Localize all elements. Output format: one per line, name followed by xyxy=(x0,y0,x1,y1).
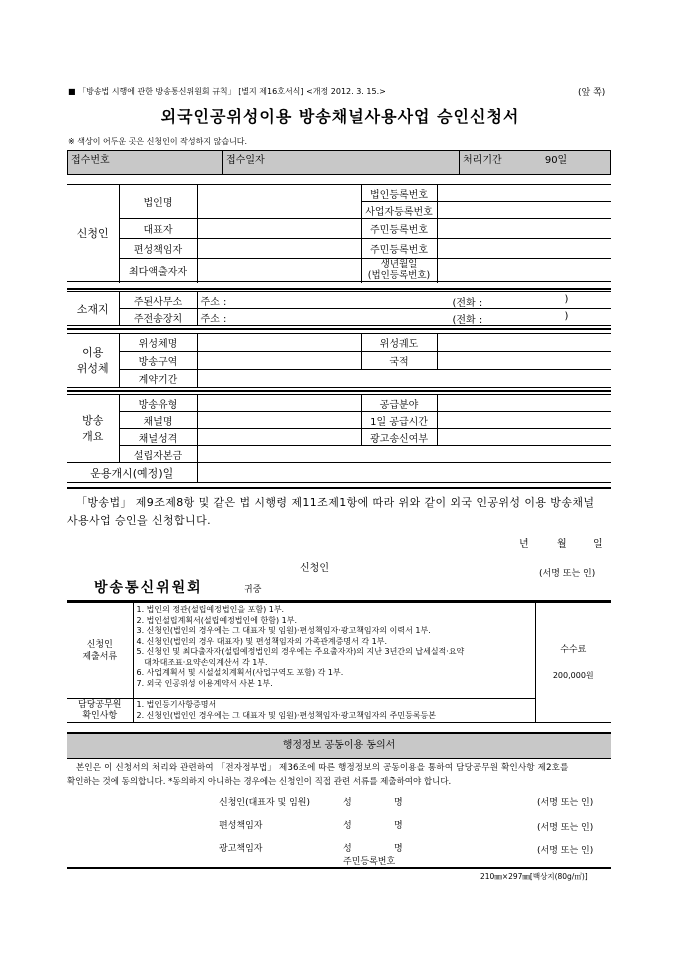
birth-field[interactable] xyxy=(437,259,611,282)
transmitter-phone-label: (전화 : xyxy=(452,315,483,326)
start-date-label: 운용개시(예정)일 xyxy=(90,466,174,480)
processing-period-label: 처리기간 xyxy=(463,155,502,166)
type-field[interactable] xyxy=(197,395,361,412)
consent-resident-no: 주민등록번호 xyxy=(343,857,396,867)
editor-resident-no-field[interactable] xyxy=(437,239,611,259)
submit-docs-list xyxy=(133,603,535,699)
form-reference: ■ 「방송법 시행에 관한 방송통신위원회 규칙」 [별지 제16호서식] <개정 2012. 3. 15.> xyxy=(68,87,386,96)
representative-label: 대표자 xyxy=(143,225,173,236)
section-divider xyxy=(67,328,611,330)
editor-label: 편성책임자 xyxy=(133,245,183,256)
section-divider xyxy=(67,390,611,392)
satellite-section xyxy=(67,334,119,388)
consent-surname: 성 xyxy=(343,821,352,831)
doc-item: 7. 외국 인공위성 이용계약서 사본 1부. xyxy=(136,678,273,688)
transmitter-label-cell xyxy=(119,309,197,326)
shade-note: ※ 색상이 어두운 곳은 신청인이 작성하지 않습니다. xyxy=(68,137,248,146)
doc-item: 4. 신청인(법인의 경우 대표자) 및 편성책임자의 가족관계증명서 각 1부. xyxy=(136,636,388,646)
application-table xyxy=(67,184,611,282)
start-date-field[interactable] xyxy=(197,463,611,483)
character-label: 채널성격 xyxy=(138,433,178,445)
transmitter-phone-close: ) xyxy=(564,311,569,322)
biz-reg-no-field[interactable] xyxy=(437,202,611,219)
channel-name-field[interactable] xyxy=(197,412,361,429)
consent-role: 광고책임자 xyxy=(219,844,263,854)
ad-included-field[interactable] xyxy=(437,429,611,446)
office-address-field[interactable] xyxy=(197,292,611,309)
satellite-section-label-1: 이용 xyxy=(82,345,104,359)
transmitter-address-field[interactable] xyxy=(197,309,611,326)
transmitter-address-label: 주소 : xyxy=(200,313,227,325)
receipt-number-label: 접수번호 xyxy=(71,155,110,166)
character-label-cell xyxy=(119,429,197,446)
resident-no-label: 주민등록번호 xyxy=(370,225,428,236)
editor-resident-no-label-cell xyxy=(361,239,437,259)
receipt-date-cell xyxy=(223,151,460,175)
birth-label: 생년월일 xyxy=(380,259,418,270)
type-label: 방송유형 xyxy=(138,399,178,411)
paper-spec: 210㎜×297㎜[백상지(80g/㎡)] xyxy=(480,872,588,881)
commission-name: 방송통신위원회 xyxy=(94,580,203,596)
location-section-label: 소재지 xyxy=(76,302,109,316)
type-label-cell xyxy=(119,395,197,412)
applicant-sign-note[interactable]: (서명 또는 인) xyxy=(539,569,596,579)
officer-item: 2. 신청인(법인인 경우에는 그 대표자 및 임원)·편성책임자·광고책임자의 주민등록등본 xyxy=(136,710,437,720)
nationality-label: 국적 xyxy=(389,357,409,368)
biz-reg-no-label-cell xyxy=(361,202,437,219)
start-date-label-cell xyxy=(67,463,197,483)
biz-reg-no-label: 사업자등록번호 xyxy=(365,206,433,218)
broadcast-section-label-2: 개요 xyxy=(82,429,104,443)
receipt-number-cell xyxy=(68,151,223,175)
receipt-date-label: 접수일자 xyxy=(226,155,265,166)
area-label: 방송구역 xyxy=(138,357,178,368)
officer-check-label-1: 담당공무원 xyxy=(78,699,122,710)
broadcast-section xyxy=(67,395,119,463)
section-divider xyxy=(67,288,611,290)
orbit-label-cell xyxy=(361,334,437,352)
birth-corp-label: (법인등록번호) xyxy=(367,270,431,281)
doc-item: 대차대조표·요약손익계산서 각 1부. xyxy=(136,657,268,667)
editor-field[interactable] xyxy=(197,239,361,259)
consent-role: 편성책임자 xyxy=(219,821,263,831)
applicant-section-label: 신청인 xyxy=(76,227,109,240)
ad-included-label: 광고송신여부 xyxy=(370,433,428,445)
processing-period-value: 90일 xyxy=(544,155,568,166)
editor-resident-no-label: 주민등록번호 xyxy=(370,245,428,256)
declaration-line-2: 사용사업 승인을 신청합니다. xyxy=(67,514,212,527)
broadcast-section-label-1: 방송 xyxy=(82,413,104,427)
page-side: (앞 쪽) xyxy=(578,88,606,98)
major-investor-field[interactable] xyxy=(197,259,361,282)
orbit-field[interactable] xyxy=(437,334,611,352)
office-label: 주된사무소 xyxy=(133,296,183,308)
submit-docs-label-1: 신청인 xyxy=(86,639,113,650)
nationality-label-cell xyxy=(361,352,437,370)
bottom-rule xyxy=(67,867,611,869)
supply-field-label-cell xyxy=(361,395,437,412)
officer-check-list xyxy=(133,699,535,723)
resident-no-field[interactable] xyxy=(437,219,611,239)
doc-item: 5. 신청인 및 최다출자자(설립예정법인의 경우에는 주요출자자)의 지난 3년간의 납세실적·요약 xyxy=(136,647,465,656)
receipt-table xyxy=(67,150,611,175)
consent-title xyxy=(67,732,611,759)
officer-item: 1. 법인등기사항증명서 xyxy=(136,700,217,709)
applicant-sign-label: 신청인 xyxy=(300,563,329,574)
office-label-cell xyxy=(119,292,197,309)
location-section xyxy=(67,292,119,326)
doc-item: 1. 법인의 정관(설립예정법인을 포함) 1부. xyxy=(136,605,285,614)
documents-table xyxy=(67,602,611,723)
page-title: 외국인공위성이용 방송채널사용사업 승인신청서 xyxy=(160,107,520,126)
consent-surname: 성 xyxy=(343,798,352,808)
area-label-cell xyxy=(119,352,197,370)
office-address-label: 주소 : xyxy=(200,296,227,308)
section-divider xyxy=(67,487,611,489)
daily-time-label-cell xyxy=(361,412,437,429)
corp-reg-no-label-cell xyxy=(361,185,437,202)
supply-field-label: 공급분야 xyxy=(379,399,419,411)
consent-sign[interactable]: (서명 또는 인) xyxy=(537,798,594,808)
birth-label-cell xyxy=(361,259,437,282)
declaration-line-1: 「방송법」 제9조제8항 및 같은 법 시행령 제11조제1항에 따라 위와 같이 외국 인공위성 이용 방송채널 xyxy=(76,496,595,509)
honorific: 귀중 xyxy=(244,585,262,595)
consent-name: 명 xyxy=(394,798,403,808)
character-field[interactable] xyxy=(197,429,361,446)
capital-field[interactable] xyxy=(197,446,611,463)
date-year-label: 년 xyxy=(519,539,529,550)
channel-name-label: 채널명 xyxy=(143,416,173,428)
channel-name-label-cell xyxy=(119,412,197,429)
doc-item: 6. 사업계획서 및 시설설치계획서(사업구역도 포함) 각 1부. xyxy=(136,668,344,677)
satellite-name-field[interactable] xyxy=(197,334,361,352)
area-field[interactable] xyxy=(197,352,361,370)
corp-name-field[interactable] xyxy=(197,185,361,219)
submit-docs-label-cell xyxy=(67,603,133,699)
submit-docs-label-2: 제출서류 xyxy=(82,651,118,662)
consent-role: 신청인(대표자 및 임원) xyxy=(219,798,310,808)
processing-period-cell xyxy=(460,151,611,175)
orbit-label: 위성궤도 xyxy=(379,339,419,350)
applicant-section xyxy=(67,185,119,282)
office-phone-close: ) xyxy=(564,294,569,305)
transmitter-label: 주전송장치 xyxy=(133,313,183,325)
representative-label-cell xyxy=(119,219,197,239)
satellite-section-label-2: 위성체 xyxy=(76,361,109,375)
broadcast-table xyxy=(67,394,611,483)
doc-item: 2. 법인설립계획서(설립예정법인에 한함) 1부. xyxy=(136,615,298,625)
supply-field-field[interactable] xyxy=(437,395,611,412)
officer-check-label-cell xyxy=(67,699,133,723)
nationality-field[interactable] xyxy=(437,352,611,370)
location-table xyxy=(67,291,611,326)
doc-item: 3. 신청인(법인의 경우에는 그 대표자 및 임원)·편성책임자·광고책임자의 이력서 1부. xyxy=(136,626,431,635)
consent-line-2: 확인하는 것에 동의합니다. *동의하지 아니하는 경우에는 신청인이 직접 관련 서류를 제출하여야 합니다. xyxy=(67,777,452,787)
consent-title-text: 행정정보 공동이용 동의서 xyxy=(282,740,396,751)
date-day-label: 일 xyxy=(593,539,603,550)
consent-surname: 성 xyxy=(343,844,352,854)
ad-label-cell xyxy=(361,429,437,446)
consent-sign[interactable]: (서명 또는 인) xyxy=(537,846,594,856)
contract-field[interactable] xyxy=(197,370,611,388)
capital-label: 설립자본금 xyxy=(133,450,183,462)
officer-check-label-2: 확인사항 xyxy=(82,710,118,721)
fee-label: 수수료 xyxy=(560,644,587,655)
contract-label-cell xyxy=(119,370,197,388)
corp-name-label: 법인명 xyxy=(143,198,173,209)
office-phone-label: (전화 : xyxy=(452,298,483,309)
corp-name-label-cell xyxy=(119,185,197,219)
fee-cell xyxy=(535,603,611,723)
consent-sign[interactable]: (서명 또는 인) xyxy=(537,823,594,833)
satellite-name-label: 위성체명 xyxy=(138,339,178,350)
major-investor-label: 최다액출자자 xyxy=(129,266,187,278)
corp-reg-no-field[interactable] xyxy=(437,185,611,202)
consent-name: 명 xyxy=(394,844,403,854)
satellite-table xyxy=(67,333,611,388)
date-month-label: 월 xyxy=(557,539,567,550)
editor-label-cell xyxy=(119,239,197,259)
consent-line-1: 본인은 이 신청서의 처리와 관련하여 「전자정부법」 제36조에 따른 행정정보의 공동이용을 통하여 담당공무원 확인사항 제2호를 xyxy=(76,763,569,773)
satellite-name-label-cell xyxy=(119,334,197,352)
major-investor-label-cell xyxy=(119,259,197,282)
consent-name: 명 xyxy=(394,821,403,831)
daily-time-field[interactable] xyxy=(437,412,611,429)
contract-label: 계약기간 xyxy=(138,375,178,386)
fee-value: 200,000원 xyxy=(552,670,594,680)
capital-label-cell xyxy=(119,446,197,463)
daily-time-label: 1일 공급시간 xyxy=(370,416,428,428)
representative-field[interactable] xyxy=(197,219,361,239)
resident-no-label-cell xyxy=(361,219,437,239)
corp-reg-no-label: 법인등록번호 xyxy=(370,189,428,201)
